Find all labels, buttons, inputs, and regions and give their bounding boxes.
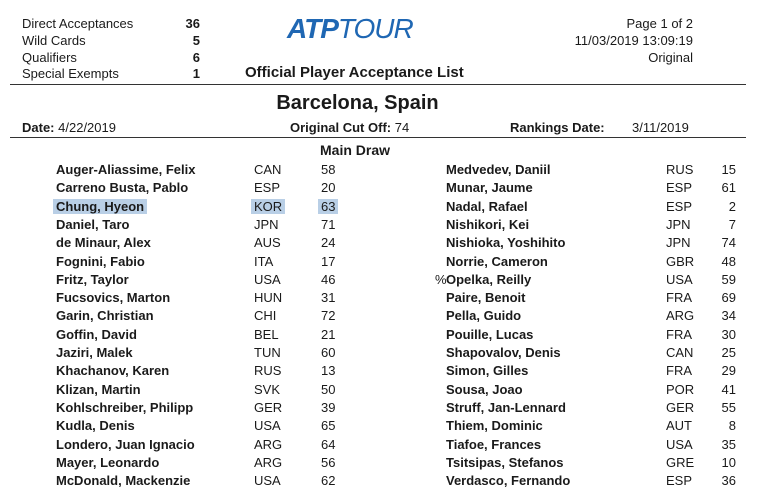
player-rank: 30 bbox=[721, 326, 736, 342]
player-country: RUS bbox=[254, 363, 282, 379]
player-name: Chung, Hyeon bbox=[56, 199, 147, 214]
player-rank: 61 bbox=[721, 180, 736, 196]
player-rank: 13 bbox=[321, 363, 336, 379]
player-country: USA bbox=[666, 436, 693, 452]
player-country: GER bbox=[666, 399, 695, 415]
date-value: 4/22/2019 bbox=[58, 120, 116, 135]
player-rank: 56 bbox=[321, 454, 336, 470]
player-name: Mayer, Leonardo bbox=[56, 454, 160, 470]
player-name: Khachanov, Karen bbox=[56, 363, 170, 379]
stat-value: 6 bbox=[192, 50, 200, 65]
player-rank: 20 bbox=[321, 180, 336, 196]
player-name: Tsitsipas, Stefanos bbox=[446, 454, 564, 470]
player-rank: 69 bbox=[721, 290, 736, 306]
player-rank: 65 bbox=[321, 418, 336, 434]
stat-label: Direct Acceptances bbox=[22, 16, 134, 31]
player-rank: 8 bbox=[728, 418, 736, 434]
player-country: GER bbox=[254, 399, 283, 415]
player-country: ARG bbox=[254, 454, 283, 470]
player-rank: 35 bbox=[721, 436, 736, 452]
player-name: Nishikori, Kei bbox=[446, 216, 530, 232]
player-country: USA bbox=[666, 271, 693, 287]
player-rank: 17 bbox=[321, 253, 336, 269]
player-rank: 72 bbox=[321, 308, 336, 324]
cutoff-value: 74 bbox=[394, 120, 410, 135]
player-name: Londero, Juan Ignacio bbox=[56, 436, 195, 452]
player-rank: 29 bbox=[721, 363, 736, 379]
stat-label: Special Exempts bbox=[22, 66, 119, 81]
player-name: Munar, Jaume bbox=[446, 180, 533, 196]
player-name: Garin, Christian bbox=[56, 308, 154, 324]
player-country: USA bbox=[254, 473, 281, 489]
player-rank: 71 bbox=[321, 216, 336, 232]
player-rank: 50 bbox=[321, 381, 336, 397]
player-name: Pouille, Lucas bbox=[446, 326, 534, 342]
player-name: Thiem, Dominic bbox=[446, 418, 543, 434]
tournament-city: Barcelona, Spain bbox=[276, 92, 439, 114]
player-name: Fucsovics, Marton bbox=[56, 290, 171, 306]
rankings-label: Rankings Date: bbox=[510, 120, 605, 135]
player-country: JPN bbox=[666, 216, 691, 232]
divider bbox=[10, 84, 746, 85]
version-label: Original bbox=[648, 50, 693, 65]
player-rank: 58 bbox=[321, 162, 336, 177]
player-name: Carreno Busta, Pablo bbox=[56, 180, 189, 196]
player-name: Fritz, Taylor bbox=[56, 271, 129, 287]
player-rank: 59 bbox=[721, 271, 736, 287]
stat-label: Qualifiers bbox=[22, 50, 77, 65]
player-name: Nishioka, Yoshihito bbox=[446, 235, 566, 251]
player-name: Fognini, Fabio bbox=[56, 253, 145, 269]
player-rank: 31 bbox=[321, 290, 336, 306]
player-name: Nadal, Rafael bbox=[446, 198, 528, 214]
player-name: Simon, Gilles bbox=[446, 363, 529, 379]
player-rank: 7 bbox=[728, 216, 736, 232]
player-name: Sousa, Joao bbox=[446, 381, 523, 397]
player-country: FRA bbox=[666, 363, 692, 379]
player-name: Klizan, Martin bbox=[56, 381, 141, 397]
player-country: AUT bbox=[666, 418, 692, 434]
player-rank: 60 bbox=[321, 345, 336, 360]
logo-tour: TOUR bbox=[337, 13, 413, 44]
player-rank: 21 bbox=[321, 326, 336, 342]
player-country: USA bbox=[254, 271, 281, 287]
rankings-date-row bbox=[510, 120, 605, 135]
player-name: Pella, Guido bbox=[446, 308, 522, 324]
player-country: CHI bbox=[254, 308, 277, 324]
player-name: Paire, Benoit bbox=[446, 290, 526, 306]
logo-atp: ATP bbox=[287, 13, 338, 44]
player-country: CAN bbox=[666, 345, 694, 360]
player-rank: 15 bbox=[721, 162, 736, 177]
player-name: Tiafoe, Frances bbox=[446, 436, 542, 452]
player-rank: 64 bbox=[321, 436, 336, 452]
player-rank: 46 bbox=[321, 271, 336, 287]
player-rank: 25 bbox=[721, 345, 736, 360]
player-country: JPN bbox=[666, 235, 691, 251]
player-country: JPN bbox=[254, 216, 279, 232]
player-name: Norrie, Cameron bbox=[446, 253, 548, 269]
player-rank: 63 bbox=[321, 199, 338, 214]
player-country: ESP bbox=[666, 473, 693, 489]
player-name: Jaziri, Malek bbox=[56, 345, 133, 360]
player-country: ARG bbox=[666, 308, 695, 324]
stat-value: 36 bbox=[185, 16, 200, 31]
player-name: Opelka, Reilly bbox=[446, 271, 532, 287]
player-country: TUN bbox=[254, 345, 281, 360]
player-name: Goffin, David bbox=[56, 326, 137, 342]
timestamp: 11/03/2019 13:09:19 bbox=[574, 33, 693, 48]
cutoff-label: Original Cut Off: bbox=[290, 120, 392, 135]
player-rank: 48 bbox=[721, 253, 736, 269]
player-rank: 55 bbox=[721, 399, 736, 415]
player-country: FRA bbox=[666, 326, 692, 342]
player-name: Shapovalov, Denis bbox=[446, 345, 561, 360]
stat-value: 5 bbox=[192, 33, 200, 48]
player-country: USA bbox=[254, 418, 281, 434]
player-rank: 74 bbox=[721, 235, 736, 251]
player-rank: 36 bbox=[721, 473, 736, 489]
player-name: Auger-Aliassime, Felix bbox=[56, 162, 196, 177]
player-rank: 62 bbox=[321, 473, 336, 489]
stat-label: Wild Cards bbox=[22, 33, 86, 48]
player-rank: 34 bbox=[721, 308, 736, 324]
player-country: HUN bbox=[254, 290, 283, 306]
date-label: Date: bbox=[22, 120, 55, 135]
player-name: Verdasco, Fernando bbox=[446, 473, 571, 489]
player-country: FRA bbox=[666, 290, 692, 306]
player-name: Kudla, Denis bbox=[56, 418, 135, 434]
player-prefix: % bbox=[435, 271, 447, 287]
player-rank: 24 bbox=[321, 235, 336, 251]
player-country: ITA bbox=[254, 253, 274, 269]
player-country: KOR bbox=[254, 199, 285, 214]
player-country: ESP bbox=[254, 180, 281, 196]
atp-tour-logo bbox=[287, 13, 413, 45]
player-country: POR bbox=[666, 381, 695, 397]
player-rank: 39 bbox=[321, 399, 336, 415]
page-info: Page 1 of 2 bbox=[626, 16, 693, 31]
player-name: Struff, Jan-Lennard bbox=[446, 399, 566, 415]
player-name: Kohlschreiber, Philipp bbox=[56, 399, 194, 415]
player-country: RUS bbox=[666, 162, 694, 177]
player-country: ARG bbox=[254, 436, 283, 452]
player-name: de Minaur, Alex bbox=[56, 235, 151, 251]
stat-value: 1 bbox=[192, 66, 200, 81]
cutoff-row bbox=[290, 120, 409, 135]
section-title: Main Draw bbox=[320, 142, 391, 158]
player-name: McDonald, Mackenzie bbox=[56, 473, 191, 489]
document-title: Official Player Acceptance List bbox=[245, 64, 464, 81]
player-country: ESP bbox=[666, 198, 693, 214]
player-rank: 2 bbox=[728, 198, 736, 214]
player-rank: 41 bbox=[721, 381, 736, 397]
player-country: CAN bbox=[254, 162, 282, 177]
player-country: SVK bbox=[254, 381, 281, 397]
player-country: BEL bbox=[254, 326, 279, 342]
player-name: Daniel, Taro bbox=[56, 216, 130, 232]
rankings-value: 3/11/2019 bbox=[632, 120, 689, 135]
player-name: Medvedev, Daniil bbox=[446, 162, 551, 177]
player-country: GRE bbox=[666, 454, 695, 470]
player-rank: 10 bbox=[721, 454, 736, 470]
divider bbox=[10, 137, 746, 138]
player-country: AUS bbox=[254, 235, 281, 251]
date-row bbox=[22, 120, 116, 135]
player-country: ESP bbox=[666, 180, 693, 196]
player-country: GBR bbox=[666, 253, 695, 269]
